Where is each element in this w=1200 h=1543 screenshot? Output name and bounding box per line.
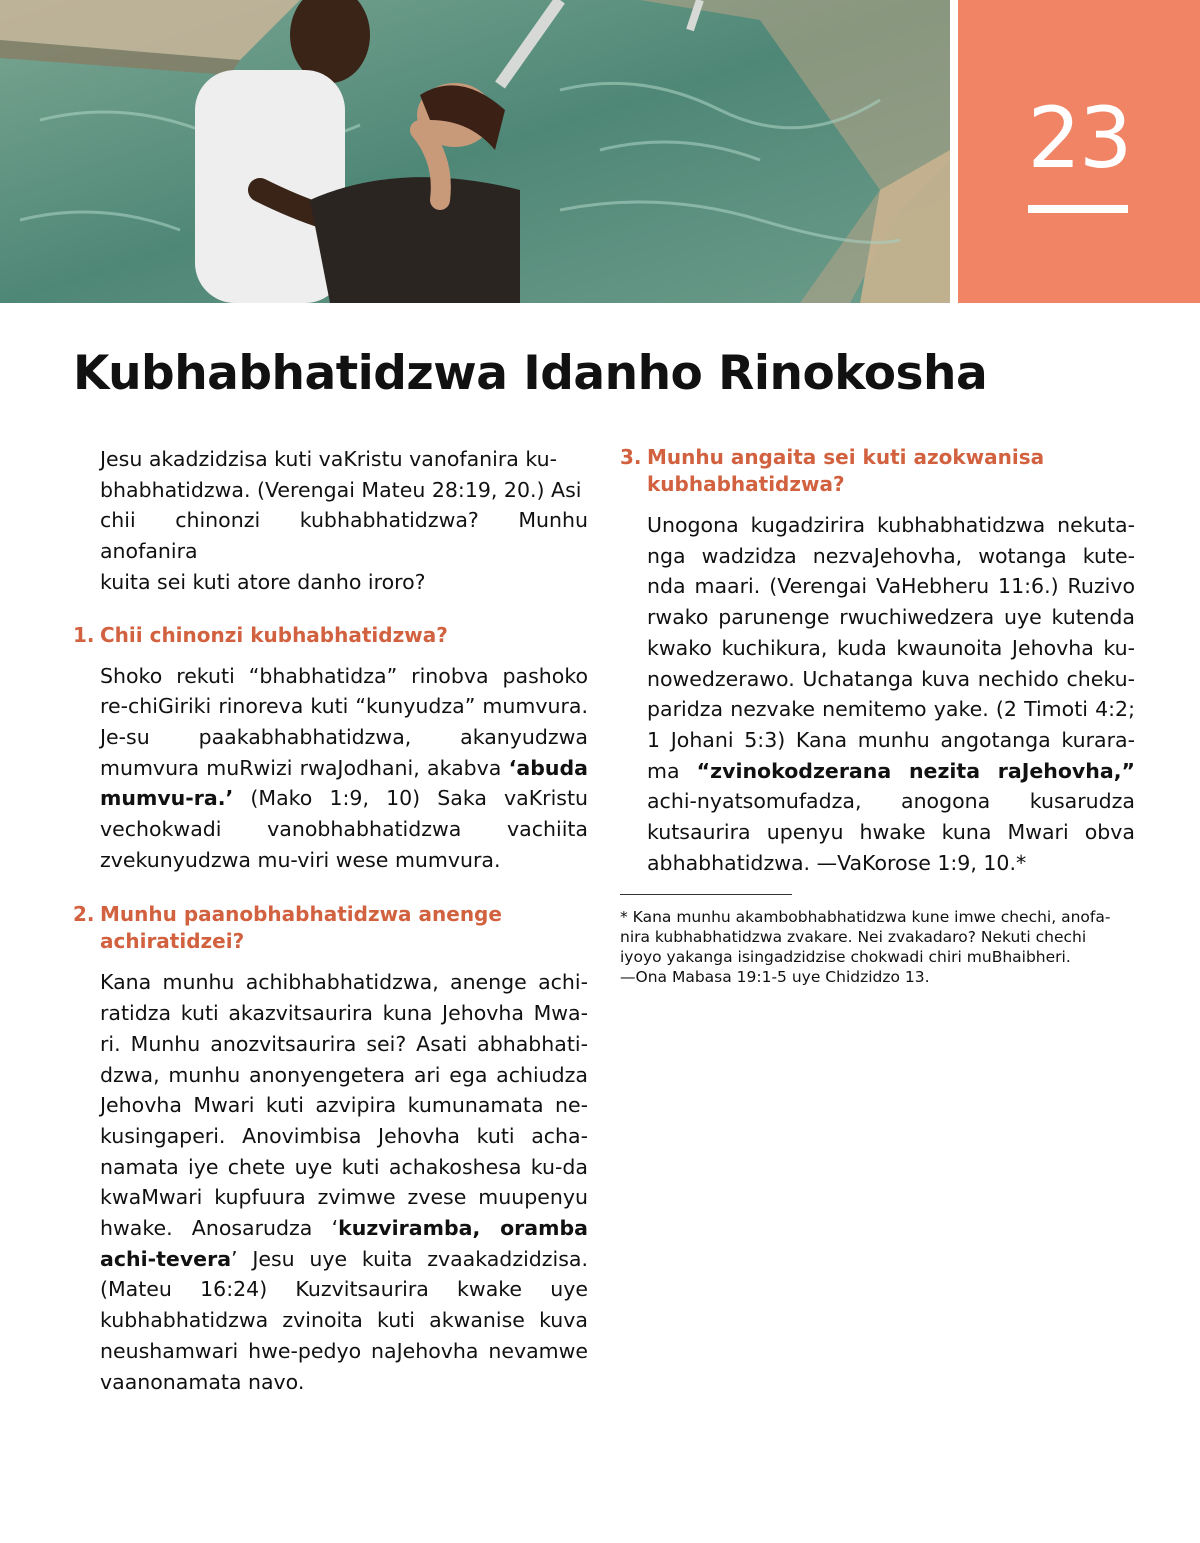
answer-paragraph-1: [100, 661, 588, 876]
question-heading-3: [620, 444, 1135, 498]
lesson-number-underline: [1028, 205, 1128, 213]
answer-bold-text: kuzviramba, oramba achi-tevera: [100, 1216, 588, 1271]
question-number: 1.: [73, 622, 95, 647]
page-title: Kubhabhatidzwa Idanho Rinokosha: [73, 346, 988, 401]
answer-bold-text: ‘abuda mumvu-ra.’: [100, 755, 588, 811]
right-column: [620, 444, 1135, 987]
intro-line: bhabhatidzwa. (Verengai Mateu 28:19, 20.) Asi: [100, 477, 582, 502]
answer-text: Kana munhu achibhabhatidzwa, anenge achi-ratidza kuti akazvitsaurira kuna Jehovha Mwa-ri. Munhu anozvitsaurira sei? Asati abhabhati-dzwa, munhu anonyengetera ari ega achiudza Jehovha Mwari kuti azvipira kumunamata ne-kusingaperi. Anovimbisa Jehovha kuti acha-namata iye chete uye kuti achakoshesa ku-da kwaMwari kupfuura zvimwe zvese muupenyu hwake. Anosarudza ‘: [100, 970, 588, 1241]
question-text: Munhu angaita sei kuti azokwanisa kubhabhatidzwa?: [647, 445, 1045, 496]
question-text: Munhu paanobhabhatidzwa anenge achiratidzei?: [100, 902, 502, 954]
footnote-line: —Ona Mabasa 19:1-5 uye Chidzidzo 13.: [620, 968, 930, 987]
lesson-number-block: [958, 0, 1200, 303]
baptism-photo-icon: [0, 0, 950, 303]
answer-text: ’ Jesu uye kuita zvaakadzidzisa. (Mateu 16:24) Kuzvitsaurira kwake uye kubhabhatidzwa zvinoita kuti akwanise kuva neushamwari hwe-pedyo naJehovha nevamwe vaanonamata navo.: [100, 1246, 588, 1394]
footnote: [620, 907, 1135, 987]
answer-text: Unogona kugadzirira kubhabhatidzwa nekuta-nga wadzidza nezvaJehovha, wotanga kute-nda maari. (Verengai VaHebheru 11:6.) Ruzivo rwako parunenge rwuchiwedzera uye kutenda kwako kuchikura, kuda kwaunoita Jehovha ku-nowedzerawo. Uchatanga kuva nechido cheku-paridza nezvake nemitemo yake. (2 Timoti 4:2; 1 Johani 5:3) Kana munhu angotanga kurara-ma: [647, 513, 1135, 783]
baptism-photo: [0, 0, 950, 303]
answer-bold-text: “zvinokodzerana nezita raJehovha,”: [696, 758, 1135, 783]
left-column: [73, 444, 588, 1397]
question-number: 3.: [620, 445, 642, 469]
question-heading-2: [73, 901, 588, 955]
intro-line: kuita sei kuti atore danho iroro?: [100, 569, 426, 594]
footnote-line: * Kana munhu akambobhabhatidzwa kune imwe chechi, anofa-: [620, 908, 1111, 927]
answer-text: Shoko rekuti “bhabhatidza” rinobva pashoko re-chiGiriki rinoreva kuti “kunyudza” mumvura. Je-su paakabhabhatidzwa, akanyudzwa mumvura muRwizi rwaJodhani, akabva: [100, 663, 588, 780]
answer-text: (Mako 1:9, 10) Saka vaKristu vechokwadi vanobhabhatidzwa vachiita zvekunyudzwa mu-viri wese mumvura.: [100, 786, 588, 872]
question-text: Chii chinonzi kubhabhatidzwa?: [100, 622, 448, 647]
footnote-line: nira kubhabhatidzwa zvakare. Nei zvakadaro? Nekuti chechi: [620, 928, 1087, 947]
answer-text: achi-nyatsomufadza, anogona kusarudza kutsaurira upenyu hwake kuna Mwari obva abhabhatidzwa. —VaKorose 1:9, 10.*: [647, 789, 1135, 875]
question-heading-1: [73, 622, 588, 649]
intro-line: Jesu akadzidzisa kuti vaKristu vanofanira ku-: [100, 447, 557, 471]
lesson-number: 23: [1027, 89, 1131, 187]
footnote-divider: [620, 894, 792, 895]
footnote-line: iyoyo yakanga isingadzidzise chokwadi chiri muBhaibheri.: [620, 948, 1071, 967]
intro-paragraph: [100, 444, 588, 598]
answer-paragraph-2: [100, 967, 588, 1397]
answer-paragraph-3: [647, 510, 1135, 878]
intro-line: chii chinonzi kubhabhatidzwa? Munhu anofanira: [100, 508, 588, 564]
question-number: 2.: [73, 902, 95, 927]
